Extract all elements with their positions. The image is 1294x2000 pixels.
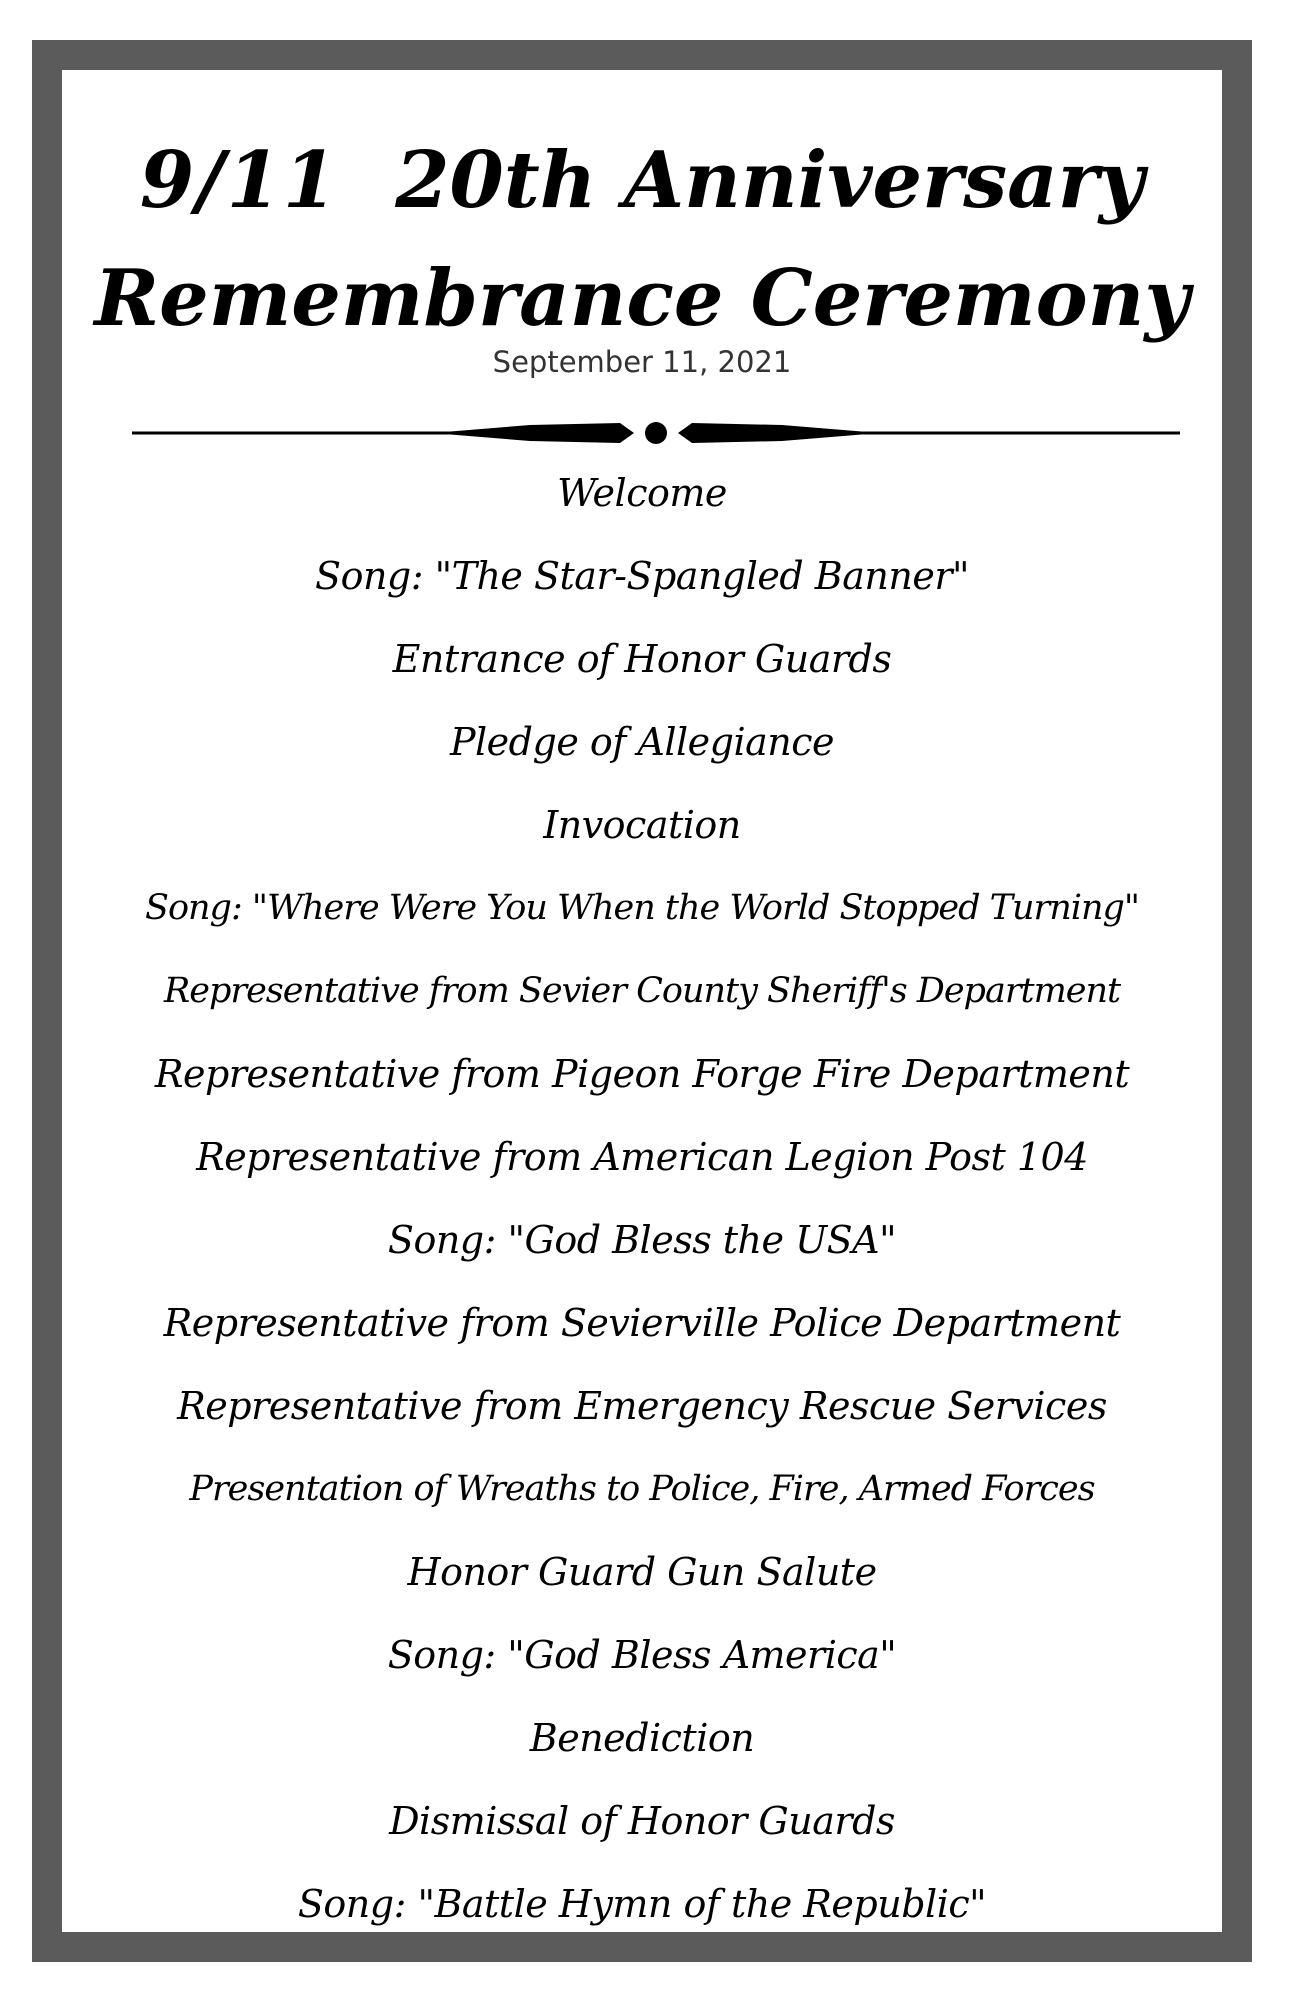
divider-spear-right — [678, 423, 880, 443]
program-item-gun-salute: Honor Guard Gun Salute — [407, 1550, 877, 1594]
program-item-star-spangled-banner: Song: "The Star-Spangled Banner" — [315, 554, 969, 598]
program-item-god-bless-usa: Song: "God Bless the USA" — [387, 1218, 897, 1262]
divider-spear-left — [432, 423, 634, 443]
program-sheet — [62, 70, 1222, 1932]
program-item-fire-department: Representative from Pigeon Forge Fire Department — [154, 1052, 1130, 1096]
program-item-entrance-honor-guards: Entrance of Honor Guards — [392, 637, 892, 681]
program-item-battle-hymn: Song: "Battle Hymn of the Republic" — [297, 1882, 987, 1926]
title-number: 9/11 — [139, 135, 340, 226]
program-item-where-were-you: Song: "Where Were You When the World Stopped Turning" — [144, 888, 1140, 928]
title-line-2: Remembrance Ceremony — [94, 253, 1190, 344]
program-item-pledge: Pledge of Allegiance — [449, 720, 835, 764]
program-item-god-bless-america: Song: "God Bless America" — [387, 1633, 897, 1677]
program-item-dismissal: Dismissal of Honor Guards — [389, 1799, 895, 1843]
program-item-emergency-rescue: Representative from Emergency Rescue Services — [177, 1384, 1107, 1428]
title-anniversary: 20th Anniversary — [395, 135, 1145, 226]
program-item-american-legion: Representative from American Legion Post 104 — [196, 1135, 1088, 1179]
ceremony-date: September 11, 2021 — [492, 345, 792, 379]
program-item-sheriff-department: Representative from Sevier County Sheriff's Department — [163, 971, 1121, 1011]
program-item-wreaths: Presentation of Wreaths to Police, Fire, Armed Forces — [189, 1469, 1095, 1509]
program-item-benediction: Benediction — [529, 1716, 755, 1760]
program-list — [62, 452, 1222, 1946]
program-item-invocation: Invocation — [543, 803, 741, 847]
divider-center-dot — [645, 422, 667, 444]
program-item-welcome: Welcome — [557, 471, 727, 515]
title-line-1 — [62, 135, 1222, 226]
program-item-police-department: Representative from Sevierville Police Department — [163, 1301, 1121, 1345]
page-border-frame — [32, 40, 1252, 1962]
ornamental-divider — [132, 420, 1180, 446]
